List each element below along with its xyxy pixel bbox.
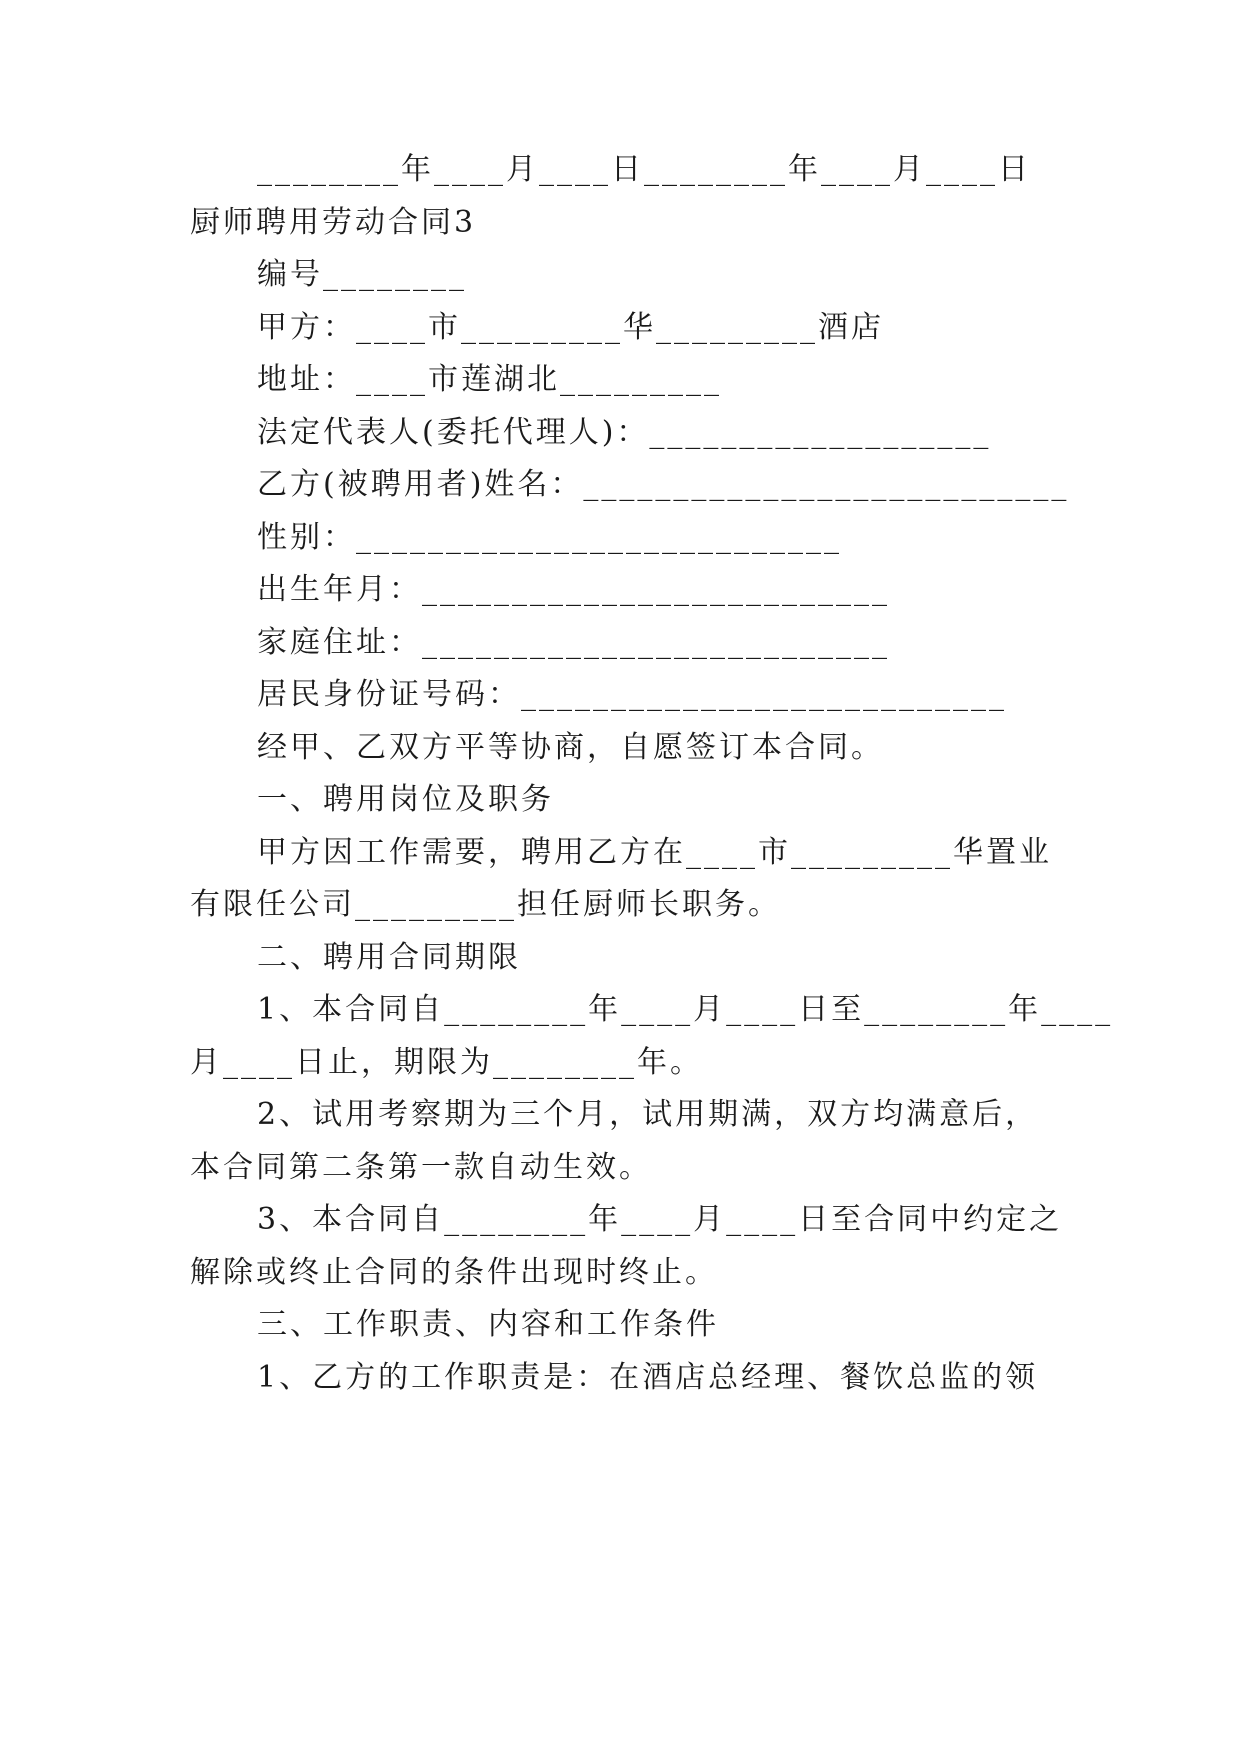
contract-number-field: 编号________	[257, 257, 467, 292]
contract-title: 厨师聘用劳动合同3	[190, 205, 477, 240]
paragraph-line: 甲方因工作需要，聘用乙方在____市_________华置业	[257, 835, 1052, 870]
paragraph-line: 有限任公司_________担任厨师长职务。	[190, 887, 781, 922]
home-address-field: 家庭住址：__________________________	[257, 625, 890, 660]
birth-date-field: 出生年月：__________________________	[257, 572, 890, 607]
paragraph-line: 月____日止，期限为________年。	[190, 1045, 703, 1080]
section-heading-3: 三、工作职责、内容和工作条件	[257, 1307, 719, 1342]
section-heading-2: 二、聘用合同期限	[257, 940, 521, 975]
preamble-paragraph: 经甲、乙双方平等协商，自愿签订本合同。	[257, 730, 884, 765]
party-b-name-field: 乙方(被聘用者)姓名：___________________________	[257, 467, 1070, 502]
paragraph-line: 3、本合同自________年____月____日至合同中约定之	[257, 1202, 1063, 1237]
address-field: 地址：____市莲湖北_________	[257, 362, 722, 397]
id-number-field: 居民身份证号码：___________________________	[257, 677, 1007, 712]
party-a-field: 甲方：____市_________华_________酒店	[257, 310, 884, 345]
paragraph-line: 1、本合同自________年____月____日至________年____	[257, 992, 1114, 1027]
paragraph-line: 本合同第二条第一款自动生效。	[190, 1150, 652, 1185]
paragraph-line: 2、试用考察期为三个月，试用期满，双方均满意后，	[257, 1097, 1039, 1132]
section-heading-1: 一、聘用岗位及职务	[257, 782, 554, 817]
legal-representative-field: 法定代表人(委托代理人)：___________________	[257, 415, 992, 450]
signature-date-line: ________年____月____日________年____月____日	[257, 152, 1031, 187]
paragraph-line: 解除或终止合同的条件出现时终止。	[190, 1255, 718, 1290]
gender-field: 性别：___________________________	[257, 520, 842, 555]
paragraph-line: 1、乙方的工作职责是：在酒店总经理、餐饮总监的领	[257, 1360, 1039, 1395]
